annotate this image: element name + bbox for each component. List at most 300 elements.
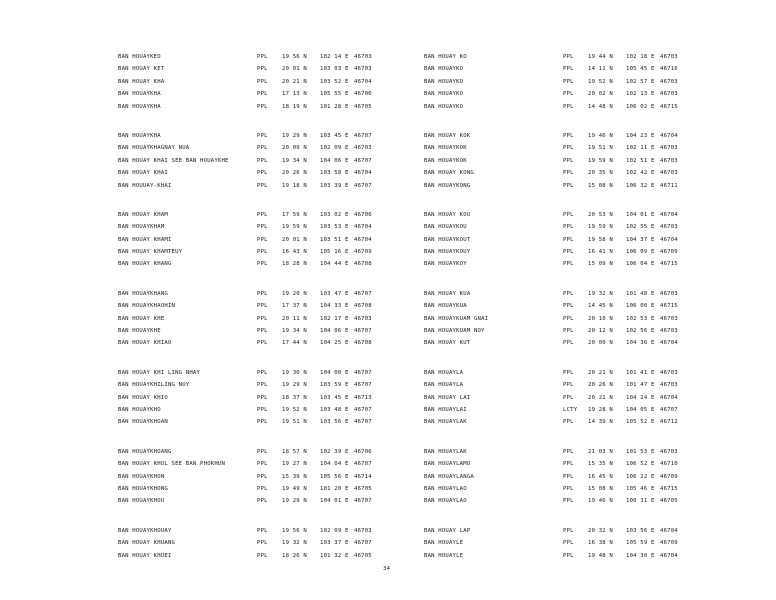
feature-type: PPL xyxy=(563,485,574,492)
feature-type: PPL xyxy=(257,552,268,559)
latitude: 15 08 N xyxy=(588,182,613,189)
latitude: 14 45 N xyxy=(588,303,613,310)
feature-type: PPL xyxy=(563,78,574,85)
map-sheet-code: 46704 xyxy=(660,132,678,139)
latitude: 15 39 N xyxy=(282,473,307,480)
map-sheet-code: 46707 xyxy=(354,382,372,389)
longitude: 101 32 E xyxy=(320,552,349,559)
feature-type: PPL xyxy=(257,527,268,534)
latitude: 19 32 N xyxy=(588,290,613,297)
map-sheet-code: 46715 xyxy=(660,261,678,268)
latitude: 19 59 N xyxy=(282,224,307,231)
place-name: BAN HOUAYKHANG xyxy=(118,290,168,297)
map-sheet-code: 46716 xyxy=(660,66,678,73)
place-name: BAN HOUAYKHOU xyxy=(118,498,165,505)
latitude: 20 12 N xyxy=(588,328,613,335)
latitude: 19 46 N xyxy=(588,498,613,505)
latitude: 19 52 N xyxy=(588,78,613,85)
latitude: 20 01 N xyxy=(282,236,307,243)
longitude: 106 00 E xyxy=(626,303,655,310)
map-sheet-code: 46704 xyxy=(660,527,678,534)
place-name: BAN HOUAYKHOAN xyxy=(118,419,168,426)
map-sheet-code: 46703 xyxy=(660,170,678,177)
map-sheet-code: 46704 xyxy=(354,236,372,243)
map-sheet-code: 46705 xyxy=(354,552,372,559)
place-name: BAN HOUAY KHAM xyxy=(118,211,168,218)
map-sheet-code: 46713 xyxy=(354,394,372,401)
latitude: 20 11 N xyxy=(282,315,307,322)
place-name: BAN HOUAY KOK xyxy=(424,132,471,139)
latitude: 18 37 N xyxy=(282,394,307,401)
longitude: 103 37 E xyxy=(320,540,349,547)
longitude: 103 03 E xyxy=(320,66,349,73)
place-name: BAN HOUAYKHAM xyxy=(118,224,165,231)
map-sheet-code: 46703 xyxy=(354,54,372,60)
feature-type: PPL xyxy=(563,303,574,310)
latitude: 18 26 N xyxy=(282,552,307,559)
place-name: BAN HOUAY KHAI SEE BAN HOUAYKHE xyxy=(118,157,229,164)
place-name: BAN HOUAY KHANG xyxy=(118,261,172,268)
feature-type: PPL xyxy=(257,157,268,164)
longitude: 102 56 E xyxy=(626,328,655,335)
longitude: 104 06 E xyxy=(320,157,349,164)
feature-type: PPL xyxy=(563,315,574,322)
longitude: 103 39 E xyxy=(320,182,349,189)
feature-type: PPL xyxy=(563,419,574,426)
place-name: BAN HOUAY KHE xyxy=(118,315,165,322)
map-sheet-code: 46703 xyxy=(660,224,678,231)
map-sheet-code: 46707 xyxy=(354,406,372,413)
feature-type: PPL xyxy=(563,461,574,468)
longitude: 100 31 E xyxy=(626,498,655,505)
latitude: 19 20 N xyxy=(282,290,307,297)
place-name: BAN HOUAYKUAM GNAI xyxy=(424,315,489,322)
latitude: 18 28 N xyxy=(282,261,307,268)
map-sheet-code: 46703 xyxy=(660,448,678,455)
feature-type: PPL xyxy=(563,66,574,73)
feature-type: PPL xyxy=(563,224,574,231)
longitude: 104 33 E xyxy=(320,303,349,310)
latitude: 18 19 N xyxy=(282,103,307,110)
latitude: 19 51 N xyxy=(588,145,613,152)
place-name: BAN HOUAYKHOUAY xyxy=(118,527,172,534)
map-sheet-code: 46707 xyxy=(354,369,372,376)
feature-type: PPL xyxy=(257,340,268,347)
place-name: BAN HOUAYKO xyxy=(424,91,464,98)
map-sheet-code: 46707 xyxy=(354,132,372,139)
feature-type: PPL xyxy=(563,328,574,335)
latitude: 19 32 N xyxy=(282,540,307,547)
map-sheet-code: 46704 xyxy=(354,224,372,231)
feature-type: PPL xyxy=(563,369,574,376)
longitude: 101 41 E xyxy=(626,369,655,376)
map-sheet-code: 46709 xyxy=(660,540,678,547)
map-sheet-code: 46715 xyxy=(660,485,678,492)
place-name: BAN HOUAY KET xyxy=(118,66,165,73)
longitude: 105 59 E xyxy=(626,540,655,547)
place-name: BAN HOUAYKOU xyxy=(424,224,467,231)
longitude: 101 48 E xyxy=(626,290,655,297)
longitude: 106 09 E xyxy=(626,249,655,256)
map-sheet-code: 46703 xyxy=(660,54,678,60)
map-sheet-code: 46703 xyxy=(660,290,678,297)
longitude: 103 51 E xyxy=(320,236,349,243)
feature-type: PPL xyxy=(257,211,268,218)
place-name: BAN HOUAYKHA xyxy=(118,103,161,110)
longitude: 104 36 E xyxy=(626,340,655,347)
map-sheet-code: 46707 xyxy=(354,157,372,164)
feature-type: PPL xyxy=(563,249,574,256)
feature-type: PPL xyxy=(257,369,268,376)
place-name: BAN HOUAYKOK xyxy=(424,145,467,152)
map-sheet-code: 46715 xyxy=(660,303,678,310)
latitude: 17 59 N xyxy=(282,211,307,218)
feature-type: PPL xyxy=(257,182,268,189)
map-sheet-code: 46703 xyxy=(354,527,372,534)
longitude: 102 17 E xyxy=(320,315,349,322)
feature-type: PPL xyxy=(257,315,268,322)
map-sheet-code: 46707 xyxy=(354,290,372,297)
feature-type: PPL xyxy=(257,54,268,60)
longitude: 103 45 E xyxy=(320,394,349,401)
place-name: BAN HOUAYKO xyxy=(424,66,464,73)
latitude: 20 02 N xyxy=(588,91,613,98)
feature-type: PPL xyxy=(563,290,574,297)
map-sheet-code: 46703 xyxy=(660,315,678,322)
map-sheet-code: 46708 xyxy=(354,261,372,268)
place-name: BAN HOUAYKHAOHIN xyxy=(118,303,176,310)
feature-type: PPL xyxy=(257,461,268,468)
place-name: BAN HOUAY KUA xyxy=(424,290,471,297)
feature-type: LCTY xyxy=(563,406,578,413)
feature-type: PPL xyxy=(563,91,574,98)
place-name: BAN HOUAYLAO xyxy=(424,498,467,505)
feature-type: PPL xyxy=(563,394,574,401)
map-sheet-code: 46714 xyxy=(354,473,372,480)
latitude: 19 34 N xyxy=(282,157,307,164)
place-name: BAN HOUAY KHIO xyxy=(118,394,168,401)
feature-type: PPL xyxy=(257,261,268,268)
latitude: 16 43 N xyxy=(282,249,307,256)
place-name: BAN HOUAYKOY xyxy=(424,261,467,268)
place-name: BAN HOUAYKHOANG xyxy=(118,448,172,455)
map-sheet-code: 46715 xyxy=(660,103,678,110)
longitude: 105 56 E xyxy=(320,473,349,480)
longitude: 103 58 E xyxy=(320,170,349,177)
longitude: 104 01 E xyxy=(626,211,655,218)
feature-type: PPL xyxy=(257,485,268,492)
place-name: BAN HOUAY KO xyxy=(424,54,467,60)
longitude: 103 47 E xyxy=(320,290,349,297)
place-name: BAN HOUAYKONG xyxy=(424,182,471,189)
latitude: 19 29 N xyxy=(282,498,307,505)
map-sheet-code: 46706 xyxy=(354,91,372,98)
map-sheet-code: 46705 xyxy=(660,498,678,505)
place-name: BAN HOUAYKHONG xyxy=(118,485,168,492)
feature-type: PPL xyxy=(563,145,574,152)
latitude: 15 35 N xyxy=(588,461,613,468)
feature-type: PPL xyxy=(563,473,574,480)
feature-type: PPL xyxy=(257,419,268,426)
longitude: 102 14 E xyxy=(320,54,349,60)
latitude: 14 39 N xyxy=(588,419,613,426)
feature-type: PPL xyxy=(257,498,268,505)
place-name: BAN HOUAYKO xyxy=(424,78,464,85)
map-sheet-code: 46707 xyxy=(354,498,372,505)
longitude: 106 22 E xyxy=(626,473,655,480)
place-name: BAN HOUAY LAP xyxy=(424,527,471,534)
latitude: 20 53 N xyxy=(588,211,613,218)
map-sheet-code: 46712 xyxy=(660,419,678,426)
map-sheet-code: 46704 xyxy=(354,78,372,85)
longitude: 102 53 E xyxy=(626,315,655,322)
map-sheet-code: 46703 xyxy=(354,315,372,322)
latitude: 19 49 N xyxy=(282,485,307,492)
latitude: 21 03 N xyxy=(588,448,613,455)
longitude: 101 20 E xyxy=(320,485,349,492)
latitude: 20 00 N xyxy=(588,340,613,347)
place-name: BAN HOUAY KHOL SEE BAN PHOKHUN xyxy=(118,461,226,468)
longitude: 104 25 E xyxy=(320,340,349,347)
place-name: BAN HOUAY KOU xyxy=(424,211,471,218)
map-sheet-code: 46707 xyxy=(354,461,372,468)
longitude: 103 48 E xyxy=(320,406,349,413)
place-name: BAN HOUAYKHE xyxy=(118,328,161,335)
map-sheet-code: 46705 xyxy=(354,103,372,110)
latitude: 19 18 N xyxy=(282,182,307,189)
map-sheet-code: 46709 xyxy=(660,473,678,480)
map-sheet-code: 46703 xyxy=(660,145,678,152)
feature-type: PPL xyxy=(563,448,574,455)
place-name: BAN HOUAYKHO xyxy=(118,406,161,413)
feature-type: PPL xyxy=(257,249,268,256)
feature-type: PPL xyxy=(257,78,268,85)
map-sheet-code: 46707 xyxy=(354,419,372,426)
latitude: 20 26 N xyxy=(588,382,613,389)
longitude: 105 52 E xyxy=(626,419,655,426)
place-name: BAN HOUAYLA xyxy=(424,369,464,376)
longitude: 102 09 E xyxy=(320,527,349,534)
feature-type: PPL xyxy=(563,382,574,389)
latitude: 17 37 N xyxy=(282,303,307,310)
latitude: 19 59 N xyxy=(588,224,613,231)
place-name: BAN HOUAYKOUT xyxy=(424,236,471,243)
latitude: 14 11 N xyxy=(588,66,613,73)
place-name: BAN HOUAYKO xyxy=(424,103,464,110)
feature-type: PPL xyxy=(257,145,268,152)
map-sheet-code: 46704 xyxy=(660,552,678,559)
feature-type: PPL xyxy=(257,303,268,310)
feature-type: PPL xyxy=(257,406,268,413)
longitude: 102 42 E xyxy=(626,170,655,177)
place-name: BAN HOUAY KHAMI xyxy=(118,236,172,243)
place-name: BAN HOUAYLE xyxy=(424,552,464,559)
feature-type: PPL xyxy=(257,236,268,243)
feature-type: PPL xyxy=(257,224,268,231)
longitude: 101 53 E xyxy=(626,448,655,455)
place-name: BAN HOUAY KHI LING NHAY xyxy=(118,369,201,376)
map-sheet-code: 46708 xyxy=(354,303,372,310)
map-sheet-code: 46709 xyxy=(660,249,678,256)
longitude: 103 02 E xyxy=(320,211,349,218)
feature-type: PPL xyxy=(563,236,574,243)
feature-type: PPL xyxy=(563,54,574,60)
place-name: BAN HOUAYKOUY xyxy=(424,249,471,256)
map-sheet-code: 46705 xyxy=(354,485,372,492)
feature-type: PPL xyxy=(257,91,268,98)
longitude: 105 16 E xyxy=(320,249,349,256)
latitude: 19 34 N xyxy=(282,328,307,335)
feature-type: PPL xyxy=(257,103,268,110)
place-name: BAN HOUAY KHAMTEUY xyxy=(118,249,183,256)
map-sheet-code: 46703 xyxy=(354,66,372,73)
feature-type: PPL xyxy=(257,382,268,389)
map-sheet-code: 46706 xyxy=(354,448,372,455)
latitude: 14 48 N xyxy=(588,103,613,110)
place-name: BAN HOUAYKHON xyxy=(118,473,165,480)
longitude: 104 05 E xyxy=(626,406,655,413)
longitude: 105 45 E xyxy=(626,66,655,73)
latitude: 16 38 N xyxy=(588,540,613,547)
longitude: 102 13 E xyxy=(626,91,655,98)
place-name: BAN HOUAY KHAI xyxy=(118,170,168,177)
latitude: 18 57 N xyxy=(282,448,307,455)
map-sheet-code: 46708 xyxy=(354,340,372,347)
place-name: BAN HOUAYKUAM NOY xyxy=(424,328,485,335)
latitude: 19 48 N xyxy=(588,552,613,559)
longitude: 105 46 E xyxy=(626,485,655,492)
longitude: 104 06 E xyxy=(320,328,349,335)
feature-type: PPL xyxy=(563,527,574,534)
longitude: 102 57 E xyxy=(626,78,655,85)
longitude: 102 39 E xyxy=(320,448,349,455)
longitude: 105 55 E xyxy=(320,91,349,98)
feature-type: PPL xyxy=(257,290,268,297)
place-name: BAN HOUAY KHUANG xyxy=(118,540,176,547)
latitude: 19 59 N xyxy=(588,157,613,164)
latitude: 19 30 N xyxy=(282,369,307,376)
place-name: BAN HOUAY KHUEI xyxy=(118,552,172,559)
longitude: 103 53 E xyxy=(320,224,349,231)
map-sheet-code: 46707 xyxy=(354,540,372,547)
map-sheet-code: 46707 xyxy=(660,406,678,413)
latitude: 19 28 N xyxy=(588,406,613,413)
latitude: 19 51 N xyxy=(282,419,307,426)
latitude: 19 56 N xyxy=(282,54,307,60)
longitude: 104 37 E xyxy=(626,236,655,243)
longitude: 104 23 E xyxy=(626,132,655,139)
map-sheet-code: 46710 xyxy=(660,461,678,468)
feature-type: PPL xyxy=(563,552,574,559)
feature-type: PPL xyxy=(257,473,268,480)
longitude: 103 52 E xyxy=(320,78,349,85)
longitude: 101 47 E xyxy=(626,382,655,389)
place-name: BAN HOUUAY-KHAI xyxy=(118,182,172,189)
map-sheet-code: 46704 xyxy=(660,236,678,243)
longitude: 102 09 E xyxy=(320,145,349,152)
latitude: 20 09 N xyxy=(282,145,307,152)
feature-type: PPL xyxy=(563,182,574,189)
longitude: 102 11 E xyxy=(626,145,655,152)
place-name: BAN HOUAYKHA xyxy=(118,132,161,139)
longitude: 101 28 E xyxy=(320,103,349,110)
longitude: 106 04 E xyxy=(626,261,655,268)
map-sheet-code: 46703 xyxy=(660,91,678,98)
latitude: 20 21 N xyxy=(282,78,307,85)
longitude: 104 44 E xyxy=(320,261,349,268)
place-name: BAN HOUAY KHIAO xyxy=(118,340,172,347)
place-name: BAN HOUAYKHA xyxy=(118,91,161,98)
latitude: 20 35 N xyxy=(588,170,613,177)
place-name: BAN HOUAY LAI xyxy=(424,394,471,401)
place-name: BAN HOUAYLANGA xyxy=(424,473,474,480)
latitude: 16 41 N xyxy=(588,249,613,256)
map-sheet-code: 46707 xyxy=(354,182,372,189)
latitude: 17 13 N xyxy=(282,91,307,98)
map-sheet-code: 46704 xyxy=(660,211,678,218)
feature-type: PPL xyxy=(563,157,574,164)
longitude: 103 56 E xyxy=(626,527,655,534)
map-sheet-code: 46704 xyxy=(660,394,678,401)
place-name: BAN HOUAY KONG xyxy=(424,170,474,177)
feature-type: PPL xyxy=(563,540,574,547)
place-name: BAN HOUAYLA xyxy=(424,382,464,389)
latitude: 20 01 N xyxy=(282,66,307,73)
latitude: 19 46 N xyxy=(588,132,613,139)
feature-type: PPL xyxy=(563,340,574,347)
feature-type: PPL xyxy=(257,170,268,177)
map-sheet-code: 46703 xyxy=(660,369,678,376)
place-name: BAN HOUAY KHA xyxy=(118,78,165,85)
map-sheet-code: 46703 xyxy=(660,78,678,85)
latitude: 16 45 N xyxy=(588,473,613,480)
place-name: BAN HOUAYKEO xyxy=(118,54,161,60)
latitude: 19 44 N xyxy=(588,54,613,60)
feature-type: PPL xyxy=(563,211,574,218)
place-name: BAN HOUAYLAMO xyxy=(424,461,471,468)
place-name: BAN HOUAYLAK xyxy=(424,448,467,455)
feature-type: PPL xyxy=(257,132,268,139)
latitude: 19 52 N xyxy=(282,406,307,413)
longitude: 102 18 E xyxy=(626,54,655,60)
latitude: 15 09 N xyxy=(588,261,613,268)
place-name: BAN HOUAYLAK xyxy=(424,419,467,426)
longitude: 104 30 E xyxy=(626,552,655,559)
place-name: BAN HOUAYKUA xyxy=(424,303,467,310)
latitude: 20 21 N xyxy=(588,394,613,401)
longitude: 102 51 E xyxy=(626,157,655,164)
latitude: 15 08 N xyxy=(588,485,613,492)
latitude: 20 10 N xyxy=(588,315,613,322)
map-sheet-code: 46711 xyxy=(660,182,678,189)
feature-type: PPL xyxy=(563,261,574,268)
feature-type: PPL xyxy=(257,66,268,73)
feature-type: PPL xyxy=(257,448,268,455)
feature-type: PPL xyxy=(563,498,574,505)
place-name: BAN HOUAYKHILING NOY xyxy=(118,382,190,389)
latitude: 19 29 N xyxy=(282,132,307,139)
latitude: 20 26 N xyxy=(282,170,307,177)
map-sheet-code: 46703 xyxy=(354,145,372,152)
map-sheet-code: 46703 xyxy=(660,382,678,389)
longitude: 103 59 E xyxy=(320,382,349,389)
feature-type: PPL xyxy=(563,103,574,110)
longitude: 104 00 E xyxy=(320,369,349,376)
latitude: 20 21 N xyxy=(588,369,613,376)
longitude: 106 52 E xyxy=(626,461,655,468)
feature-type: PPL xyxy=(257,328,268,335)
place-name: BAN HOUAY KUT xyxy=(424,340,471,347)
